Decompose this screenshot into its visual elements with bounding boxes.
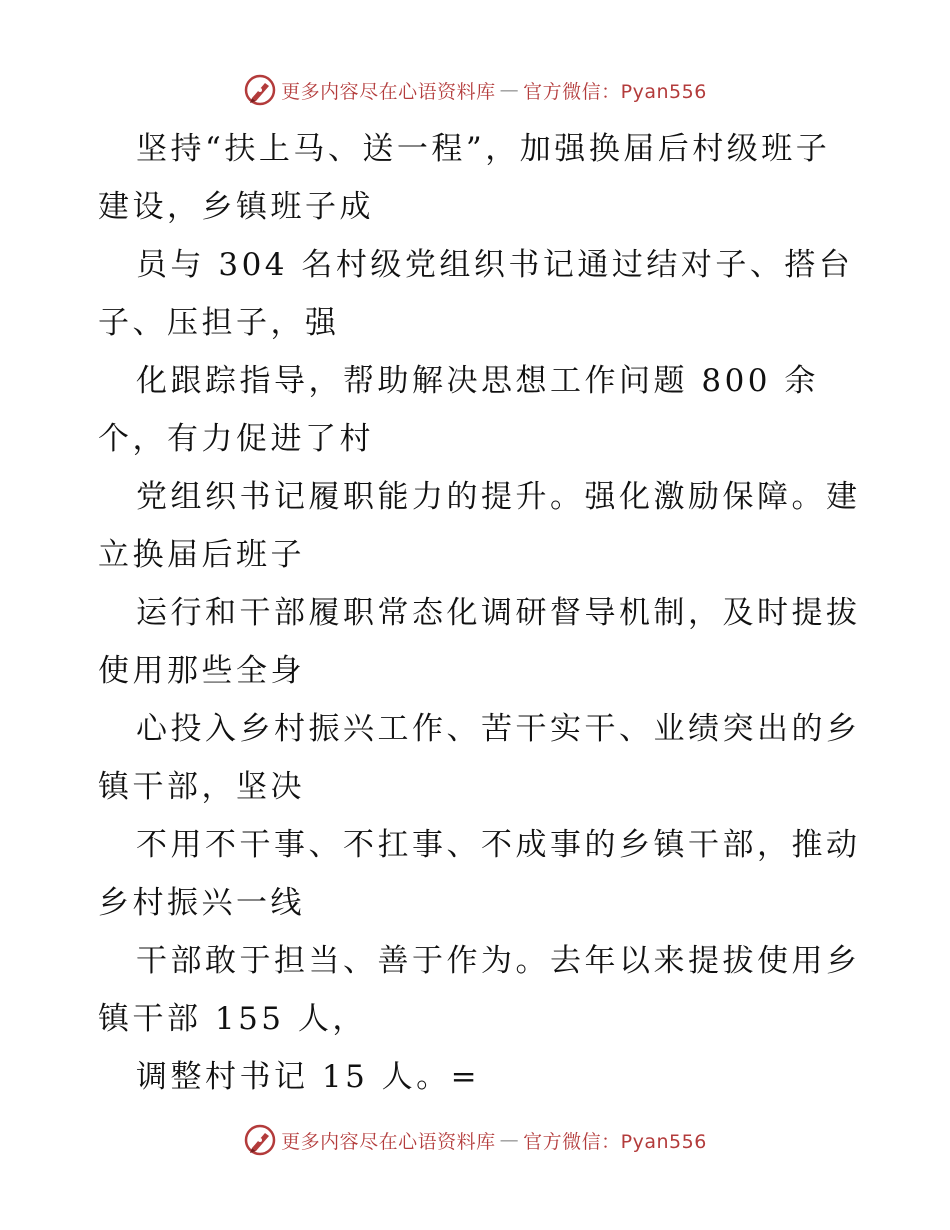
paragraph-line: 干部敢于担当、善于作为。去年以来提拔使用乡 <box>136 943 861 979</box>
paragraph-line: 化跟踪指导，帮助解决思想工作问题 800 余 <box>136 363 819 399</box>
paragraph-line: 镇干部 155 人， <box>98 1001 367 1037</box>
paragraph-line: 建设，乡镇班子成 <box>98 189 374 225</box>
paragraph-line: 坚持“扶上马、送一程”，加强换届后村级班子 <box>136 131 831 167</box>
paragraph-line: 不用不干事、不扛事、不成事的乡镇干部，推动 <box>136 827 861 863</box>
document-body <box>98 120 868 1106</box>
pen-logo-icon <box>243 73 277 107</box>
footer-banner <box>0 1120 950 1160</box>
paragraph-line: 使用那些全身 <box>98 653 305 689</box>
paragraph-line: 调整村书记 15 人。= <box>136 1059 481 1095</box>
banner-separator: — <box>499 1129 520 1151</box>
paragraph-line: 镇干部，坚决 <box>98 769 305 805</box>
paragraph-line: 立换届后班子 <box>98 537 305 573</box>
banner-contact: 官方微信：Pyan556 <box>523 1130 707 1153</box>
pen-logo-icon <box>243 1123 277 1157</box>
banner-text: 更多内容尽在心语资料库 <box>281 80 496 103</box>
paragraph-line: 心投入乡村振兴工作、苦干实干、业绩突出的乡 <box>136 711 861 747</box>
paragraph-line: 子、压担子，强 <box>98 305 340 341</box>
paragraph-line: 乡村振兴一线 <box>98 885 305 921</box>
paragraph-line: 运行和干部履职常态化调研督导机制，及时提拔 <box>136 595 861 631</box>
banner-text: 更多内容尽在心语资料库 <box>281 1130 496 1153</box>
banner-separator: — <box>499 79 520 101</box>
paragraph-line: 党组织书记履职能力的提升。强化激励保障。建 <box>136 479 861 515</box>
banner-contact: 官方微信：Pyan556 <box>523 80 707 103</box>
header-banner <box>0 70 950 110</box>
paragraph-line: 个，有力促进了村 <box>98 421 374 457</box>
paragraph-line: 员与 304 名村级党组织书记通过结对子、搭台 <box>136 247 854 283</box>
